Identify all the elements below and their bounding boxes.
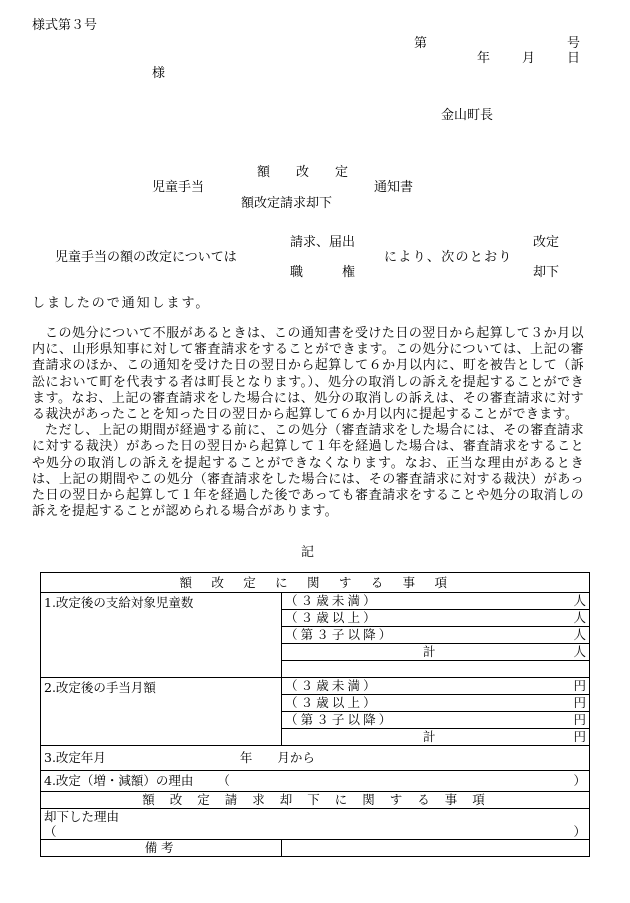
revision-reason-open: （: [217, 773, 230, 788]
amount-3plus: [282, 695, 590, 712]
amount-under3: [282, 678, 590, 695]
revision-reason-close: ）: [573, 773, 587, 788]
record-table: [40, 572, 590, 857]
amount-third: [282, 712, 590, 729]
amount-total-label: 計: [422, 729, 436, 744]
amount-third-label: （第３子以降）: [285, 712, 395, 727]
children-third-unit: 人: [573, 627, 587, 642]
children-under3: [282, 593, 590, 610]
title-left: 児童手当: [152, 180, 205, 195]
document-number-suffix: 号: [567, 36, 581, 51]
ki-heading: 記: [301, 545, 315, 560]
table-row: [41, 678, 590, 695]
title-option-revision: 額 改 定: [257, 165, 355, 180]
monthly-amount-label: 2.改定後の手当月額: [41, 678, 282, 746]
title-option-reject: 額改定請求却下: [241, 196, 333, 211]
table-row: [41, 771, 590, 792]
addressee-suffix: 様: [152, 66, 166, 81]
reject-reason-label: 却下した理由: [44, 809, 120, 824]
children-3plus: [282, 610, 590, 627]
revision-month-row: [41, 746, 590, 771]
amount-under3-label: （３歳未満）: [285, 678, 379, 693]
section1-title: 額改定に関する事項: [41, 573, 590, 593]
children-total: [282, 644, 590, 661]
date-month: 月: [522, 51, 536, 66]
remarks-label: [41, 840, 282, 857]
amount-3plus-label: （３歳以上）: [285, 695, 379, 710]
notice-text: [32, 326, 584, 520]
intro-left: 児童手当の額の改定については: [55, 250, 237, 265]
children-third-label: （第３子以降）: [285, 627, 395, 642]
amount-under3-unit: 円: [573, 678, 587, 693]
amount-total: [282, 729, 590, 746]
intro-option-authority: 職 権: [290, 265, 356, 280]
reject-reason-row: [41, 809, 590, 840]
amount-total-unit: 円: [573, 729, 587, 744]
children-under3-label: （３歳未満）: [285, 593, 379, 608]
remarks-value: [282, 840, 590, 857]
remarks-label-text: 備考: [144, 840, 178, 855]
form-number: 様式第３号: [32, 18, 98, 33]
notice-paragraph-1: この処分について不服があるときは、この通知書を受けた日の翌日から起算して３か月以内に、山形県知事に対して審査請求をすることができます。この処分については、上記の審査請求のほか、この通知を受けた日の翌日から起算して６か月以内に、町を被告として（訴訟において町を代表する者は町長となります。）、処分の取消しの訴えを提起することができます。なお、上記の審査請求をした場合には、処分の取消しの訴えは、その審査請求に対する裁決があったことを知った日の翌日から起算して６か月以内に提起することができます。: [32, 326, 584, 423]
children-third: [282, 627, 590, 644]
children-total-unit: 人: [573, 644, 587, 659]
date-year: 年: [477, 51, 491, 66]
children-spacer: [282, 661, 590, 678]
table-row: [41, 746, 590, 771]
amount-3plus-unit: 円: [573, 695, 587, 710]
amount-third-unit: 円: [573, 712, 587, 727]
reject-reason-open: （: [44, 824, 57, 839]
children-under3-unit: 人: [573, 593, 587, 608]
table-row: [41, 809, 590, 840]
revision-reason-row: [41, 771, 590, 792]
table-row: [41, 840, 590, 857]
notice-paragraph-2: ただし、上記の期間が経過する前に、この処分（審査請求をした場合には、その審査請求に対する裁決）があった日の翌日から起算して１年を経過した場合は、審査請求をすることや処分の取消しの訴えを提起することができなくなります。なお、正当な理由があるときは、上記の期間やこの処分（審査請求をした場合には、その審査請求に対する裁決）があった日の翌日から起算して１年を経過した後であっても審査請求をすることや処分の取消しの訴えを提起することが認められる場合があります。: [32, 423, 584, 520]
children-total-label: 計: [422, 644, 436, 659]
reject-reason-close: ）: [573, 824, 587, 839]
intro-result-reject: 却下: [533, 265, 560, 280]
intro-line2: しましたので通知します。: [32, 296, 211, 311]
title-right: 通知書: [374, 180, 414, 195]
children-count-label: 1.改定後の支給対象児童数: [41, 593, 282, 678]
date-day: 日: [567, 51, 581, 66]
intro-result-revise: 改定: [533, 235, 560, 250]
children-3plus-unit: 人: [573, 610, 587, 625]
children-3plus-label: （３歳以上）: [285, 610, 379, 625]
revision-month-value: 年 月から: [239, 750, 315, 765]
intro-middle: により、次のとおり: [384, 250, 513, 265]
document-number-prefix: 第: [414, 36, 428, 51]
issuer-name: 金山町長: [441, 108, 494, 123]
revision-reason-label: 4.改定（増・減額）の理由: [44, 773, 194, 788]
section2-title: 額改定請求却下に関する事項: [41, 792, 590, 809]
revision-month-label: 3.改定年月: [44, 750, 106, 765]
intro-option-request: 請求、届出: [290, 235, 356, 250]
table-row: [41, 593, 590, 610]
